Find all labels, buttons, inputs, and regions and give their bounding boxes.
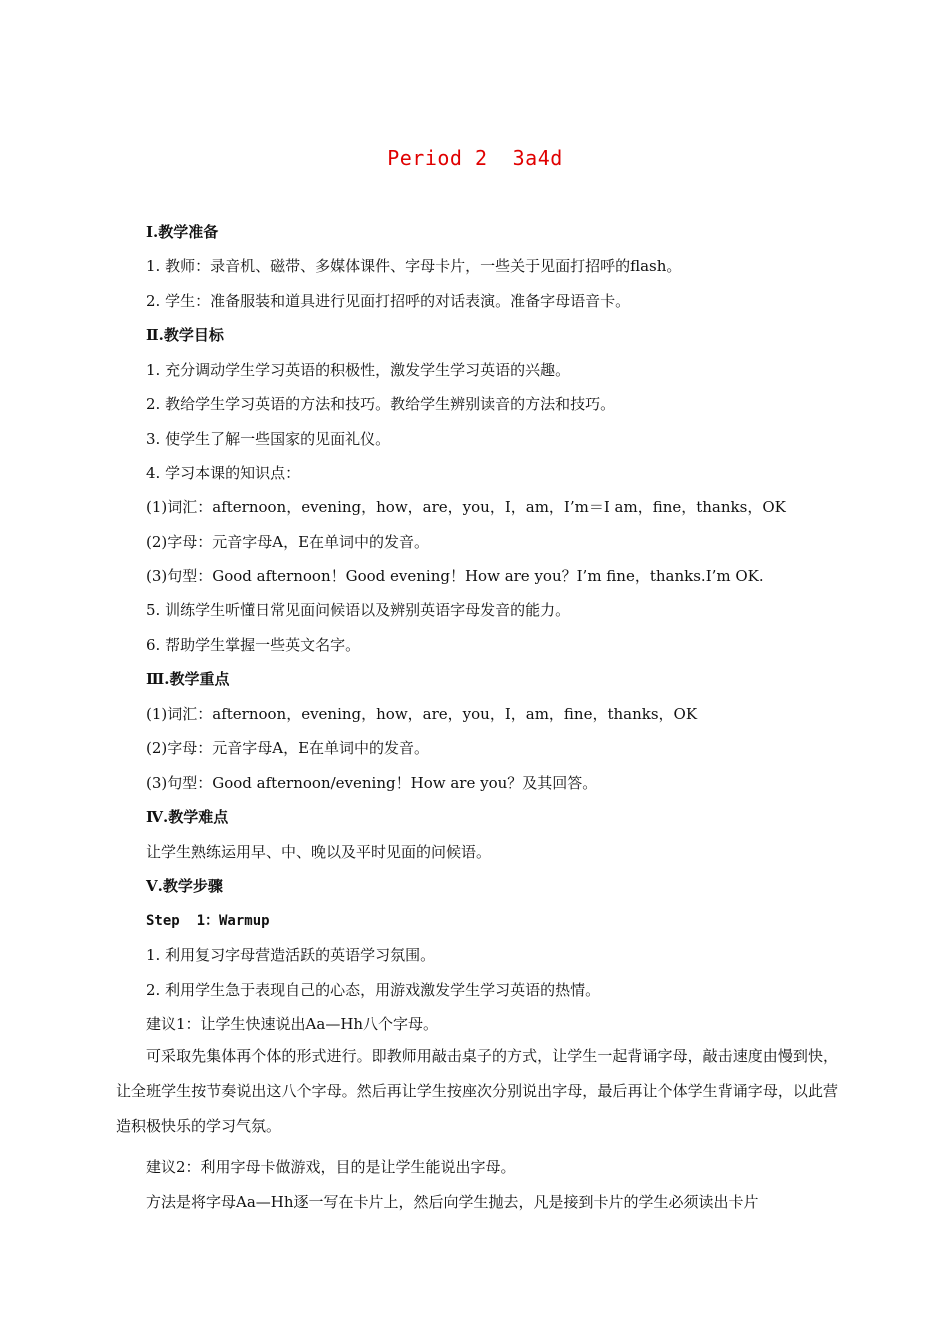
list-item: (3)句型：Good afternoon！Good evening！How are you？I’m fine，thanks.I’m OK. [146,567,764,585]
section-heading-goals: Ⅱ.教学目标 [146,326,224,344]
suggestion-2: 建议2：利用字母卡做游戏，目的是让学生能说出字母。 [146,1158,516,1176]
list-item: (1)词汇：afternoon，evening，how，are，you，I，am，I’m＝I am，fine，thanks，OK [146,498,786,516]
list-item: 2. 教给学生学习英语的方法和技巧。教给学生辨别读音的方法和技巧。 [146,395,616,413]
paragraph-2: 方法是将字母Aa—Hh逐一写在卡片上，然后向学生抛去，凡是接到卡片的学生必须读出卡片 [146,1193,759,1211]
page-title: Period 2 3a4d [387,146,563,170]
section-heading-steps: Ⅴ.教学步骤 [146,877,223,895]
list-item: (2)字母：元音字母A，E在单词中的发音。 [146,533,430,551]
list-item: 5. 训练学生听懂日常见面问候语以及辨别英语字母发音的能力。 [146,601,571,619]
step-title: Step 1：Warmup [146,913,270,929]
list-item: 2. 学生：准备服装和道具进行见面打招呼的对话表演。准备字母语音卡。 [146,292,631,310]
section-heading-prep: Ⅰ.教学准备 [146,223,219,241]
list-item: 3. 使学生了解一些国家的见面礼仪。 [146,430,391,448]
list-item: (1)词汇：afternoon，evening，how，are，you，I，am，fine，thanks，OK [146,705,698,723]
list-item: 让学生熟练运用早、中、晚以及平时见面的问候语。 [146,843,492,861]
paragraph-1: 可采取先集体再个体的形式进行。即教师用敲击桌子的方式，让学生一起背诵字母，敲击速度由慢到快，让全班学生按节奏说出这八个字母。然后再让学生按座次分别说出字母，最后再让个体学生背诵字母，以此营造积极快乐的学习气氛。 [116,1047,838,1135]
suggestion-1: 建议1：让学生快速说出Aa—Hh八个字母。 [146,1015,439,1033]
list-item: (2)字母：元音字母A，E在单词中的发音。 [146,739,430,757]
list-item: 1. 充分调动学生学习英语的积极性，激发学生学习英语的兴趣。 [146,361,571,379]
section-heading-key-points: Ⅲ.教学重点 [146,670,230,688]
list-item: 2. 利用学生急于表现自己的心态，用游戏激发学生学习英语的热情。 [146,981,601,999]
list-item: 1. 教师：录音机、磁带、多媒体课件、字母卡片，一些关于见面打招呼的flash。 [146,257,682,275]
list-item: 4. 学习本课的知识点： [146,464,301,482]
list-item: 1. 利用复习字母营造活跃的英语学习氛围。 [146,946,436,964]
list-item: 6. 帮助学生掌握一些英文名字。 [146,636,361,654]
section-heading-difficulties: Ⅳ.教学难点 [146,808,229,826]
list-item: (3)句型：Good afternoon/evening！How are you？及其回答。 [146,774,598,792]
